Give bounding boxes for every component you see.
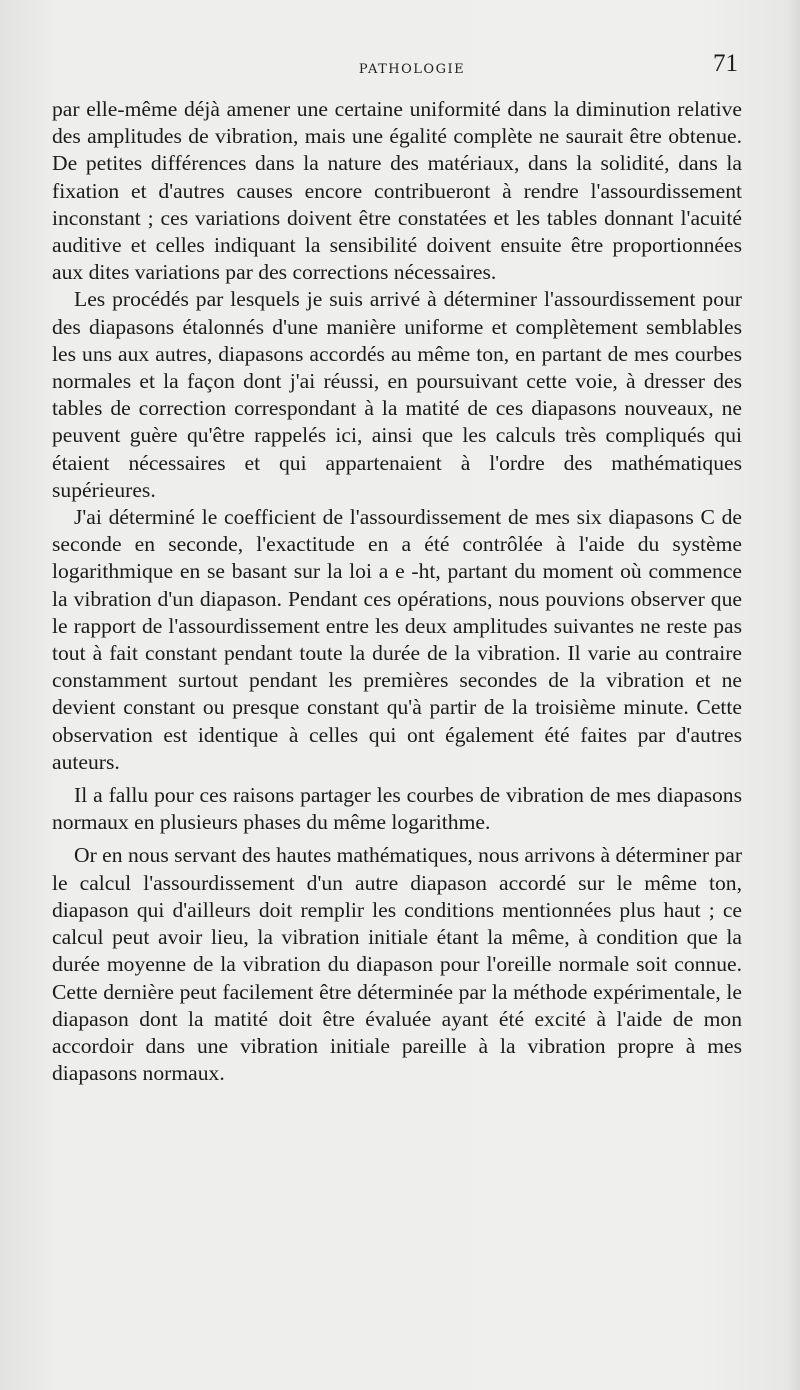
page-header: [52, 50, 742, 86]
running-head: PATHOLOGIE: [358, 62, 466, 77]
paragraph-2: Les procédés par lesquels je suis arrivé à déterminer l'assourdissement pour des diapasons étalonnés d'une manière uniforme et complètement semblables les uns aux autres, diapasons accordés au même ton, en partant de mes courbes normales et la façon dont j'ai réussi, en poursuivant cette voie, à dresser des tables de correction correspondant à la matité de ces diapasons nouveaux, ne peuvent guère qu'être rappelés ici, ainsi que les calculs très compliqués qui étaient nécessaires et qui appartenaient à l'ordre des mathématiques supérieures.: [52, 287, 742, 502]
paragraph-1: par elle-même déjà amener une certaine uniformité dans la diminution relative des amplitudes de vibration, mais une égalité complète ne saurait être obtenue. De petites différences dans la nature des matériaux, dans la solidité, dans la fixation et d'autres causes encore contribueront à rendre l'assourdissement inconstant ; ces variations doivent être constatées et les tables donnant l'acuité auditive et celles indiquant la sensibilité doivent ensuite être proportionnées aux dites variations par des corrections nécessaires.: [52, 97, 742, 285]
paragraph-4: Il a fallu pour ces raisons partager les courbes de vibration de mes diapasons normaux en plusieurs phases du même logarithme.: [52, 783, 742, 835]
paragraph-5: Or en nous servant des hautes mathématiques, nous arrivons à déterminer par le calcul l'assourdissement d'un autre diapason accordé sur le même ton, diapason qui d'ailleurs doit remplir les conditions mentionnées plus haut ; ce calcul peut avoir lieu, la vibration initiale étant la même, à condition que la durée moyenne de la vibration du diapason pour l'oreille normale soit connue. Cette dernière peut facilement être déterminée par la méthode expérimentale, le diapason dont la matité doit être évaluée ayant été excité à l'aide de mon accordoir dans une vibration initiale pareille à la vibration propre à mes diapasons normaux.: [52, 843, 743, 1086]
page-number: 71: [713, 50, 738, 77]
body-text: [52, 96, 742, 1087]
paragraph-3: J'ai déterminé le coefficient de l'assourdissement de mes six diapasons C de seconde en seconde, l'exactitude en a été contrôlée à l'aide du système logarithmique en se basant sur la loi a e -ht, partant du moment où commence la vibration d'un diapason. Pendant ces opérations, nous pouvions observer que le rapport de l'assourdissement entre les deux amplitudes suivantes ne reste pas tout à fait constant pendant toute la durée de la vibration. Il varie au contraire constamment surtout pendant les premières secondes de la vibration et ne devient constant ou presque constant qu'à partir de la troisième minute. Cette observation est identique à celles qui ont également été faites par d'autres auteurs.: [52, 505, 742, 774]
